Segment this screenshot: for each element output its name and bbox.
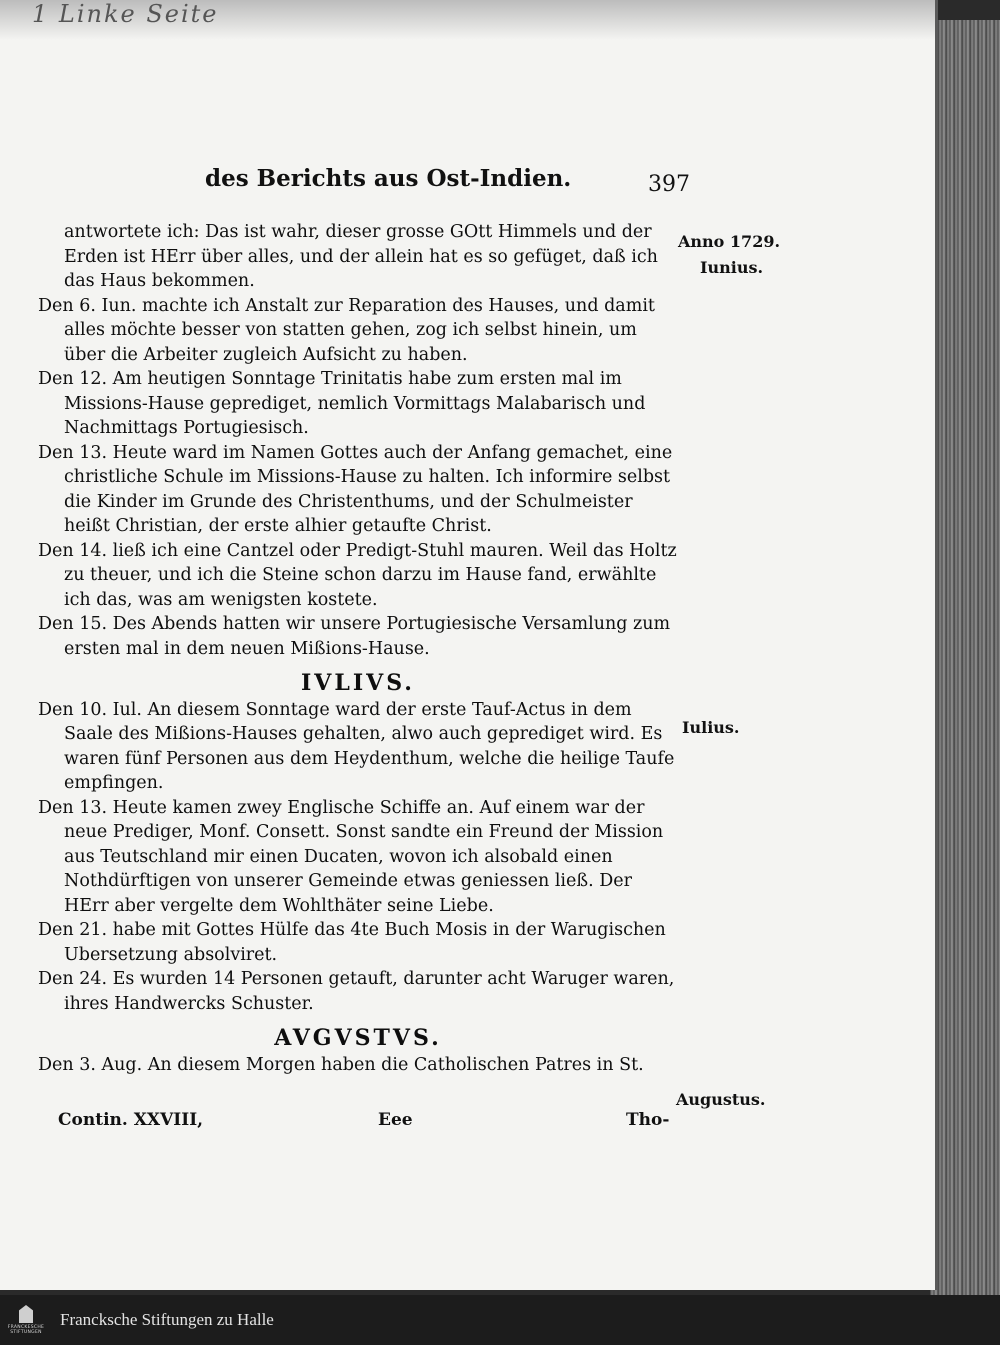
custos-mark: Eee [378, 1110, 413, 1130]
paragraph: Den 21. habe mit Gottes Hülfe das 4te Buch Mosis in der Warugischen Ubersetzung absolviret. [38, 920, 666, 965]
paragraph: Den 6. Iun. machte ich Anstalt zur Reparation des Hauses, und damit alles möchte besser von statten gehen, zog ich selbst hinein, um über die Arbeiter zugleich Aufsicht zu haben. [38, 295, 655, 365]
month-heading-august: AVGVSTVS. [274, 1025, 442, 1051]
catchword: Tho- [626, 1110, 670, 1130]
paragraph: Den 15. Des Abends hatten wir unsere Portugiesische Versamlung zum ersten mal in dem neuen Mißions-Hause. [38, 614, 671, 659]
running-head: des Berichts aus Ost-Indien. [205, 165, 572, 192]
sidenote-julius: Iulius. [682, 718, 740, 737]
house-icon [19, 1305, 33, 1323]
month-heading-july: IVLIVS. [301, 670, 415, 696]
franckesche-logo-icon [6, 1300, 46, 1340]
paragraph: Den 13. Heute ward im Namen Gottes auch der Anfang gemachet, eine christliche Schule im Missions-Hause zu halten. Ich informire selbst die Kinder im Grunde des Christenthums, und der Schulmeister heißt Christian, der erste alhier getaufte Christ. [38, 442, 673, 536]
sidenote-anno: Anno 1729. [678, 232, 781, 251]
logo-text: FRANCKESCHE STIFTUNGEN [7, 1325, 45, 1335]
book-page-edges [930, 20, 1000, 1295]
paragraph: Den 3. Aug. An diesem Morgen haben die Catholischen Patres in St. [38, 1054, 644, 1075]
paragraph: Den 14. ließ ich eine Cantzel oder Predigt-Stuhl mauren. Weil das Holtz zu theuer, und ich die Steine schon darzu im Hause fand, erwählte ich das, was am wenigsten kostete. [38, 540, 677, 610]
sidenote-augustus: Augustus. [676, 1090, 766, 1109]
paragraph: Den 24. Es wurden 14 Personen getauft, darunter acht Waruger waren, ihres Handwercks Schuster. [38, 969, 675, 1014]
paragraph: Den 10. Iul. An diesem Sonntage ward der erste Tauf-Actus in dem Saale des Mißions-Hauses gehalten, alwo auch geprediget wird. Es waren fünf Personen aus dem Heydenthum, welche die heilige Taufe empfingen. [38, 699, 675, 793]
paragraph: Den 13. Heute kamen zwey Englische Schiffe an. Auf einem war der neue Prediger, Monf. Consett. Sonst sandte ein Freund der Mission aus Teutschland mir einen Ducaten, wovon ich alsobald einen Nothdürftigen von unserer Gemeinde etwas geniessen ließ. Der HErr aber vergelte dem Wohlthäter seine Liebe. [38, 797, 664, 916]
main-text [38, 220, 678, 1077]
sidenote-junius: Iunius. [700, 258, 764, 277]
archive-footer-bar [0, 1295, 1000, 1345]
archive-label: Francksche Stiftungen zu Halle [60, 1310, 274, 1329]
handwritten-margin-note: 1 Linke Seite [32, 0, 219, 28]
paragraph: Den 12. Am heutigen Sonntage Trinitatis habe zum ersten mal im Missions-Hause geprediget, nemlich Vormittags Malabarisch und Nachmittags Portugiesisch. [38, 369, 646, 438]
page-number: 397 [648, 172, 690, 197]
signature-mark: Contin. XXVIII, [58, 1110, 204, 1130]
paragraph: antwortete ich: Das ist wahr, dieser grosse GOtt Himmels und der Erden ist HErr über alles, und der allein hat es so gefüget, daß ich das Haus bekommen. [64, 222, 658, 291]
